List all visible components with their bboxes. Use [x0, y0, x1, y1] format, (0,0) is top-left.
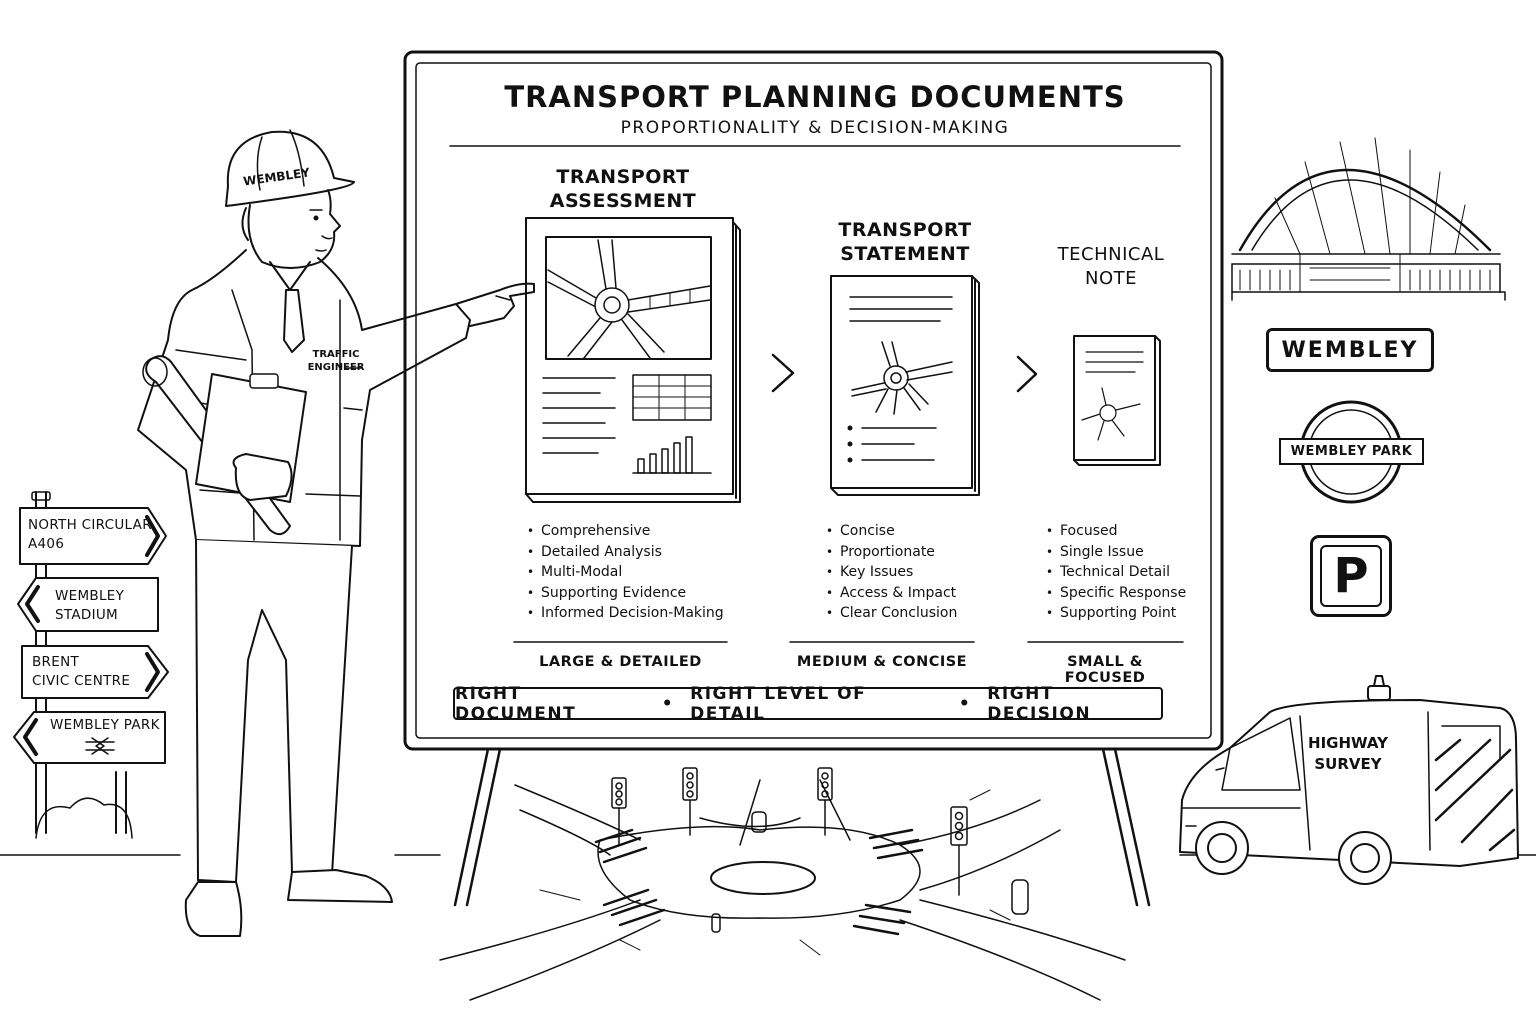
transport-assessment-document [526, 218, 740, 502]
list-item: • Specific Response [1046, 583, 1186, 604]
chevron-right-icon [1018, 357, 1036, 391]
list-item: • Focused [1046, 521, 1186, 542]
vest-label [306, 348, 366, 374]
column-footer-note: SMALL & FOCUSED [1064, 654, 1146, 686]
banner-item: RIGHT DOCUMENT [455, 683, 577, 724]
banner-separator: • [958, 693, 972, 714]
van-label-line: SURVEY [1314, 755, 1382, 773]
transport-statement-document [831, 276, 979, 495]
traffic-light-icon [951, 807, 967, 895]
traffic-light-icon [683, 768, 697, 835]
list-item: • Comprehensive [527, 521, 724, 542]
survey-van [1180, 676, 1518, 884]
vest-label-line: TRAFFIC [312, 349, 360, 360]
board-subtitle: PROPORTIONALITY & DECISION-MAKING [620, 118, 1010, 138]
van-label-line: HIGHWAY [1308, 734, 1388, 752]
traffic-light-icon [818, 768, 832, 835]
sign-label-brent-civic-centre [32, 653, 130, 691]
list-item: • Access & Impact [826, 583, 957, 604]
sign-label-line: A406 [28, 536, 65, 552]
bullet-list-assessment [527, 521, 724, 624]
sign-label-line: CIVIC CENTRE [32, 673, 131, 689]
column-title-line: NOTE [1084, 268, 1137, 289]
column-title-line: TECHNICAL [1057, 244, 1165, 265]
banner-item: RIGHT LEVEL OF DETAIL [690, 683, 867, 724]
list-item: • Key Issues [826, 562, 957, 583]
list-item: • Concise [826, 521, 957, 542]
sign-label-line: BRENT [32, 654, 80, 670]
bullet-list-statement [826, 521, 957, 624]
wembley-place-sign: WEMBLEY [1266, 328, 1434, 372]
list-item: • Proportionate [826, 542, 957, 563]
list-item: • Technical Detail [1046, 562, 1186, 583]
list-item: • Supporting Evidence [527, 583, 724, 604]
column-title-statement [805, 218, 1005, 266]
sign-label-wembley-stadium [55, 587, 124, 625]
sign-label-north-circular [28, 516, 152, 554]
column-title-line: TRANSPORT [556, 166, 690, 188]
list-item: • Detailed Analysis [527, 542, 724, 563]
column-footer-assessment: LARGE & DETAILED [539, 654, 702, 670]
column-title-line: STATEMENT [840, 243, 970, 265]
board-title: TRANSPORT PLANNING DOCUMENTS [504, 80, 1126, 114]
vest-label-line: ENGINEER [307, 362, 365, 373]
list-item: • Multi-Modal [527, 562, 724, 583]
road-junction [440, 780, 1125, 1000]
decision-banner [453, 683, 1163, 724]
banner-item: RIGHT DECISION [987, 683, 1092, 724]
sign-label-wembley-park: WEMBLEY PARK [50, 717, 160, 733]
helmet-label: WEMBLEY [242, 165, 311, 189]
technical-note-document [1074, 336, 1160, 465]
column-title-line: ASSESSMENT [549, 190, 697, 212]
sign-label-line: NORTH CIRCULAR [28, 517, 152, 533]
sign-label-line: WEMBLEY [55, 588, 125, 604]
list-item: • Supporting Point [1046, 603, 1186, 624]
list-item: • Clear Conclusion [826, 603, 957, 624]
column-title-assessment [523, 165, 723, 213]
wembley-stadium-icon [1232, 138, 1505, 300]
column-title-line: TRANSPORT [838, 219, 972, 241]
list-item: • Single Issue [1046, 542, 1186, 563]
column-footer-statement: MEDIUM & CONCISE [796, 654, 968, 670]
wembley-park-roundel-label: WEMBLEY PARK [1279, 438, 1424, 465]
parking-icon: P [1320, 545, 1382, 607]
van-label [1300, 733, 1396, 775]
sign-label-line: STADIUM [55, 607, 119, 623]
list-item: • Informed Decision-Making [527, 603, 724, 624]
bullet-list-note [1046, 521, 1186, 624]
chevron-right-icon [773, 355, 793, 391]
column-title-note [1036, 243, 1186, 291]
banner-separator: • [661, 693, 675, 714]
parking-sign [1310, 535, 1392, 617]
